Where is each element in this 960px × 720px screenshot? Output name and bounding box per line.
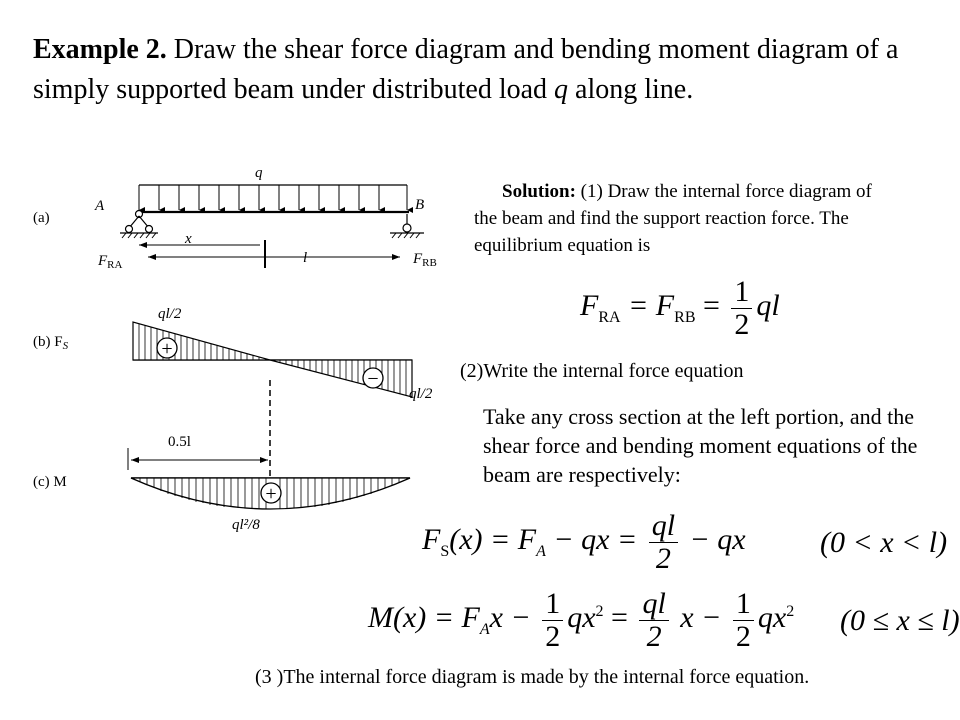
- shear-fraction: $\frac{ql}{2}$: [649, 510, 678, 574]
- beam-figure: [0, 0, 470, 560]
- x-label: x: [185, 231, 192, 247]
- title-text-b: along line.: [568, 74, 694, 105]
- shear-right-value: ql/2: [409, 386, 433, 402]
- reaction-fraction: $\frac{1}{2}$: [731, 276, 752, 340]
- fra-label: $F_{RA}$: [98, 253, 123, 271]
- panel-c-label: (c) M: [33, 474, 67, 490]
- load-label: q: [255, 165, 263, 181]
- eq-ql: ql: [756, 288, 780, 322]
- reaction-equation: [580, 276, 780, 340]
- moment-max-value: ql²/8: [232, 517, 260, 533]
- solution-step1-text: (1) Draw the internal force diagram of the beam and find the support reaction force. The equilibrium equation is: [474, 181, 872, 256]
- solution-step3: (3 )The internal force diagram is made by the internal force equation.: [255, 666, 810, 688]
- panel-a-label: (a): [33, 210, 50, 226]
- solution-step1: [474, 178, 894, 259]
- shear-equation: $F_S(x) = F_A$ − qx = $\frac{ql}{2}$ − qx (0 < x < l): [422, 509, 948, 575]
- shear-negative-area: [270, 360, 412, 397]
- title-q: q: [554, 74, 569, 105]
- eq-frb-sub: RB: [674, 308, 696, 326]
- panel-b-label: (b) $F_S$: [33, 334, 69, 352]
- eq-equals: =: [695, 288, 728, 322]
- plus-sign-moment: +: [265, 483, 277, 505]
- shear-positive-area: [133, 322, 270, 360]
- point-a-label: A: [95, 198, 105, 214]
- half-span-label: 0.5l: [168, 434, 191, 450]
- solution-step2: (2)Write the internal force equation: [460, 360, 744, 382]
- eq-fra: F: [580, 288, 599, 322]
- solution-colon: :: [569, 181, 576, 202]
- shear-left-value: ql/2: [158, 306, 182, 322]
- example-label: Example 2.: [33, 34, 167, 65]
- l-label: l: [303, 250, 308, 266]
- load-arrows: [139, 185, 407, 210]
- frb-label: $F_{RB}$: [413, 251, 437, 269]
- pin-support-a: [120, 211, 158, 239]
- eq-frb: = F: [620, 288, 675, 322]
- moment-equation: $M(x) = F_Ax$ − $\frac{1}{2}$ $qx^2$ = $\frac{ql}{2}$ x − $\frac{1}{2}$ $qx^2$ (0 ≤ x ≤ l): [368, 587, 960, 653]
- point-b-label: B: [415, 197, 425, 213]
- roller-support-b: [390, 214, 424, 238]
- solution-paragraph: Take any cross section at the left portion, and the shear force and bending moment equations of the beam are respectively:: [483, 404, 918, 487]
- title-text-a: Draw the shear force diagram and bending moment diagram of a simply supported beam under distributed load: [33, 34, 899, 105]
- plus-sign-shear: +: [161, 338, 173, 360]
- moment-range: (0 ≤ x ≤ l): [840, 604, 960, 637]
- shear-range: (0 < x < l): [820, 526, 948, 559]
- solution-label: Solution: [502, 181, 570, 202]
- minus-sign-shear: −: [367, 368, 379, 390]
- eq-fra-sub: RA: [598, 308, 621, 326]
